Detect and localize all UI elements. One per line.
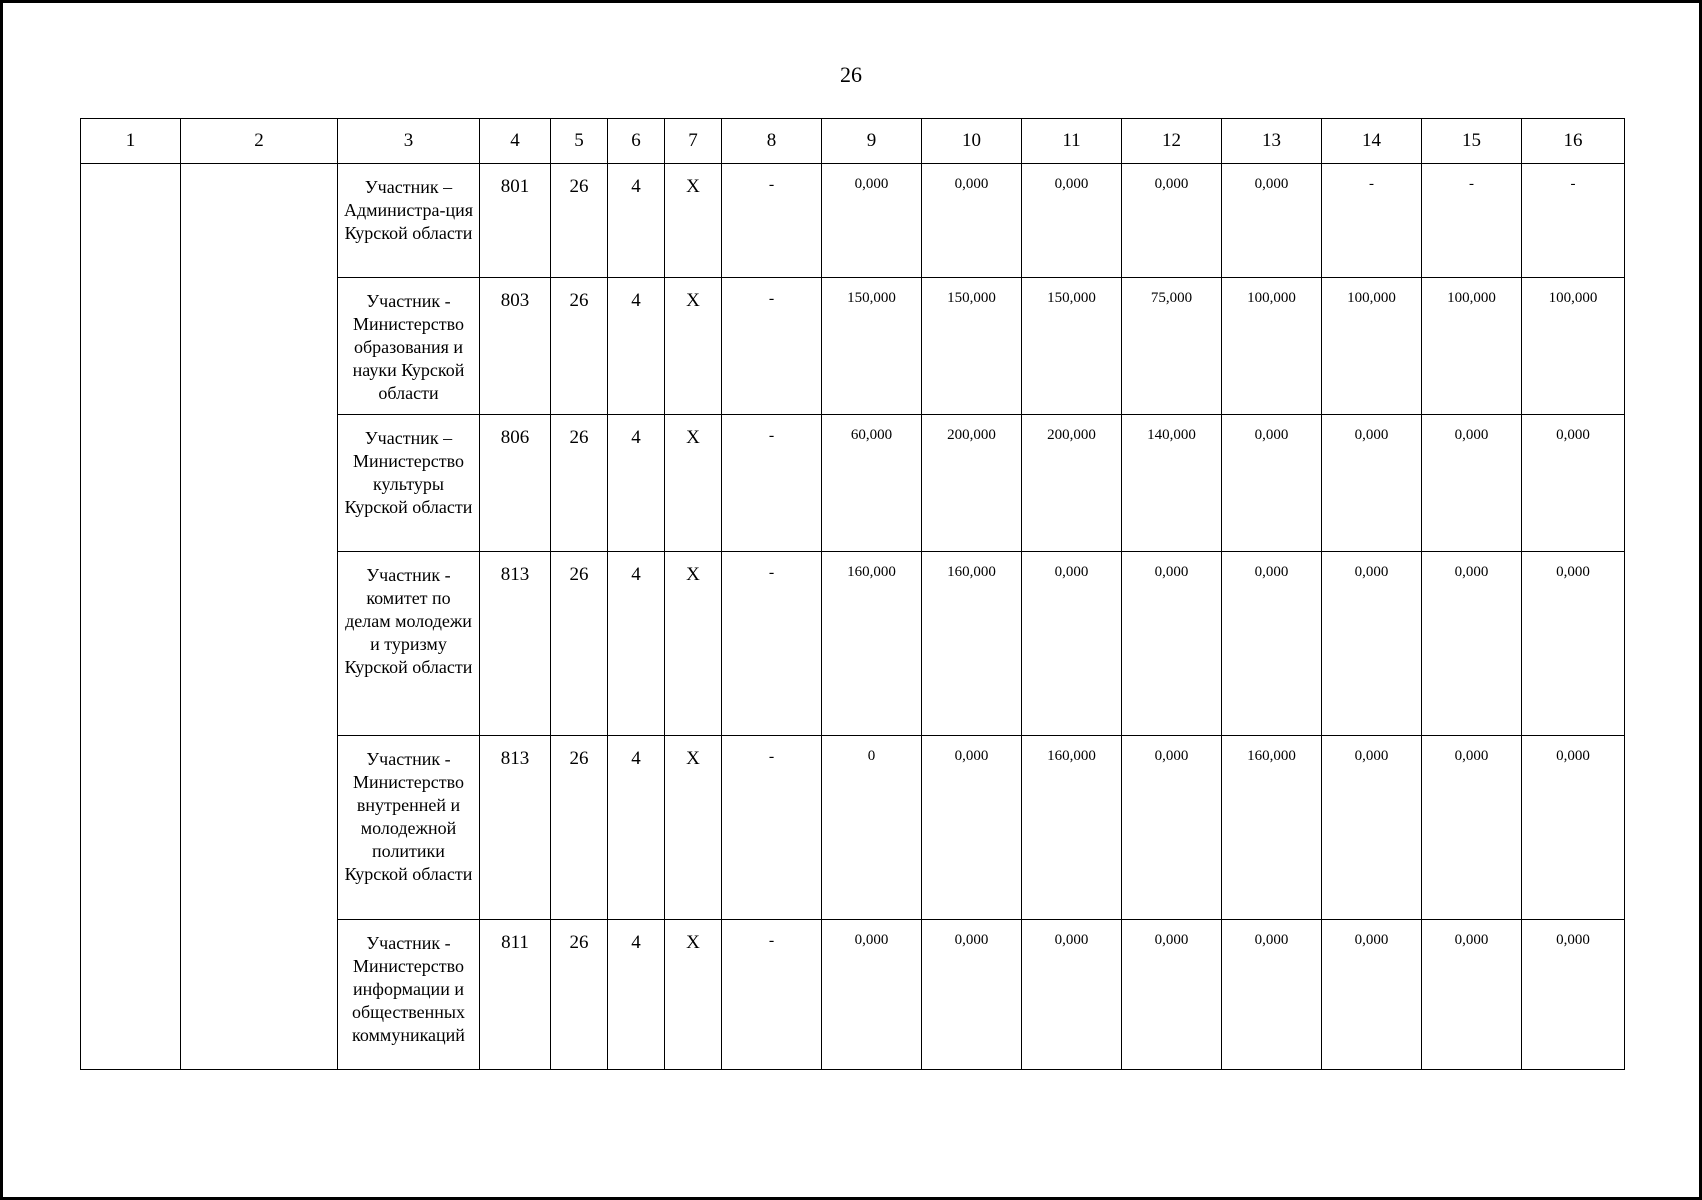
- amount-cell: 100,000: [1422, 278, 1522, 415]
- merged-cell-col2: [181, 164, 338, 1070]
- code-cell: Х: [665, 920, 722, 1070]
- amount-cell: 0,000: [1222, 415, 1322, 552]
- code-cell: Х: [665, 552, 722, 736]
- participant-cell: Участник – Министерство культуры Курской области: [338, 415, 480, 552]
- amount-cell: 0,000: [1022, 164, 1122, 278]
- code-cell: 4: [608, 415, 665, 552]
- dash-cell: -: [722, 164, 822, 278]
- dash-cell: -: [722, 920, 822, 1070]
- amount-cell: 100,000: [1322, 278, 1422, 415]
- amount-cell: 150,000: [1022, 278, 1122, 415]
- code-cell: 26: [551, 415, 608, 552]
- amount-cell: 160,000: [1222, 736, 1322, 920]
- merged-cell-col1: [81, 164, 181, 1070]
- amount-cell: 0,000: [1122, 164, 1222, 278]
- dash-cell: -: [722, 552, 822, 736]
- amount-cell: 0,000: [1522, 415, 1625, 552]
- amount-cell: 0,000: [822, 164, 922, 278]
- amount-cell: 0,000: [1122, 736, 1222, 920]
- amount-cell: 0,000: [1422, 736, 1522, 920]
- code-cell: Х: [665, 736, 722, 920]
- column-header: 3: [338, 119, 480, 164]
- code-cell: 26: [551, 920, 608, 1070]
- amount-cell: 0,000: [922, 920, 1022, 1070]
- column-header: 9: [822, 119, 922, 164]
- column-header: 6: [608, 119, 665, 164]
- grbs-cell: 813: [480, 552, 551, 736]
- grbs-cell: 803: [480, 278, 551, 415]
- amount-cell: 200,000: [1022, 415, 1122, 552]
- header-row: [81, 119, 1625, 164]
- amount-cell: 0,000: [1222, 552, 1322, 736]
- amount-cell: 0,000: [1522, 920, 1625, 1070]
- amount-cell: 60,000: [822, 415, 922, 552]
- amount-cell: 160,000: [1022, 736, 1122, 920]
- grbs-cell: 811: [480, 920, 551, 1070]
- page-number: 26: [840, 62, 862, 87]
- code-cell: 26: [551, 736, 608, 920]
- code-cell: 4: [608, 552, 665, 736]
- code-cell: 26: [551, 278, 608, 415]
- amount-cell: 150,000: [922, 278, 1022, 415]
- amount-cell: 0,000: [1522, 736, 1625, 920]
- amount-cell: 160,000: [922, 552, 1022, 736]
- column-header: 11: [1022, 119, 1122, 164]
- column-header: 13: [1222, 119, 1322, 164]
- participant-cell: Участник - комитет по делам молодежи и туризму Курской области: [338, 552, 480, 736]
- column-header: 5: [551, 119, 608, 164]
- participant-cell: Участник - Министерство информации и общественных коммуникаций: [338, 920, 480, 1070]
- column-header: 16: [1522, 119, 1625, 164]
- code-cell: 26: [551, 552, 608, 736]
- amount-cell: 100,000: [1522, 278, 1625, 415]
- amount-cell: 160,000: [822, 552, 922, 736]
- table-row: [81, 164, 1625, 278]
- amount-cell: 0,000: [1222, 164, 1322, 278]
- column-header: 15: [1422, 119, 1522, 164]
- amount-cell: -: [1522, 164, 1625, 278]
- amount-cell: 100,000: [1222, 278, 1322, 415]
- code-cell: Х: [665, 415, 722, 552]
- participant-cell: Участник – Администра-ция Курской области: [338, 164, 480, 278]
- amount-cell: 0,000: [1522, 552, 1625, 736]
- column-header: 8: [722, 119, 822, 164]
- column-header: 7: [665, 119, 722, 164]
- code-cell: 4: [608, 920, 665, 1070]
- amount-cell: 0,000: [1022, 920, 1122, 1070]
- grbs-cell: 806: [480, 415, 551, 552]
- code-cell: 26: [551, 164, 608, 278]
- code-cell: 4: [608, 278, 665, 415]
- participant-cell: Участник - Министерство образования и науки Курской области: [338, 278, 480, 415]
- amount-cell: 0,000: [822, 920, 922, 1070]
- amount-cell: 75,000: [1122, 278, 1222, 415]
- amount-cell: 0,000: [1122, 920, 1222, 1070]
- amount-cell: -: [1322, 164, 1422, 278]
- code-cell: 4: [608, 736, 665, 920]
- grbs-cell: 813: [480, 736, 551, 920]
- amount-cell: 0,000: [1322, 415, 1422, 552]
- amount-cell: 140,000: [1122, 415, 1222, 552]
- amount-cell: 0,000: [1222, 920, 1322, 1070]
- amount-cell: 0,000: [1422, 920, 1522, 1070]
- participant-cell: Участник - Министерство внутренней и молодежной политики Курской области: [338, 736, 480, 920]
- column-header: 4: [480, 119, 551, 164]
- amount-cell: 0: [822, 736, 922, 920]
- column-header: 10: [922, 119, 1022, 164]
- grbs-cell: 801: [480, 164, 551, 278]
- amount-cell: 0,000: [1422, 415, 1522, 552]
- amount-cell: 200,000: [922, 415, 1022, 552]
- code-cell: Х: [665, 164, 722, 278]
- amount-cell: 0,000: [1122, 552, 1222, 736]
- amount-cell: 0,000: [1022, 552, 1122, 736]
- amount-cell: 0,000: [1422, 552, 1522, 736]
- amount-cell: 0,000: [1322, 736, 1422, 920]
- dash-cell: -: [722, 278, 822, 415]
- budget-table: [80, 118, 1625, 1070]
- amount-cell: 0,000: [922, 736, 1022, 920]
- column-header: 2: [181, 119, 338, 164]
- amount-cell: 0,000: [922, 164, 1022, 278]
- code-cell: 4: [608, 164, 665, 278]
- dash-cell: -: [722, 415, 822, 552]
- amount-cell: 0,000: [1322, 920, 1422, 1070]
- amount-cell: -: [1422, 164, 1522, 278]
- dash-cell: -: [722, 736, 822, 920]
- column-header: 12: [1122, 119, 1222, 164]
- column-header: 1: [81, 119, 181, 164]
- amount-cell: 0,000: [1322, 552, 1422, 736]
- amount-cell: 150,000: [822, 278, 922, 415]
- code-cell: Х: [665, 278, 722, 415]
- column-header: 14: [1322, 119, 1422, 164]
